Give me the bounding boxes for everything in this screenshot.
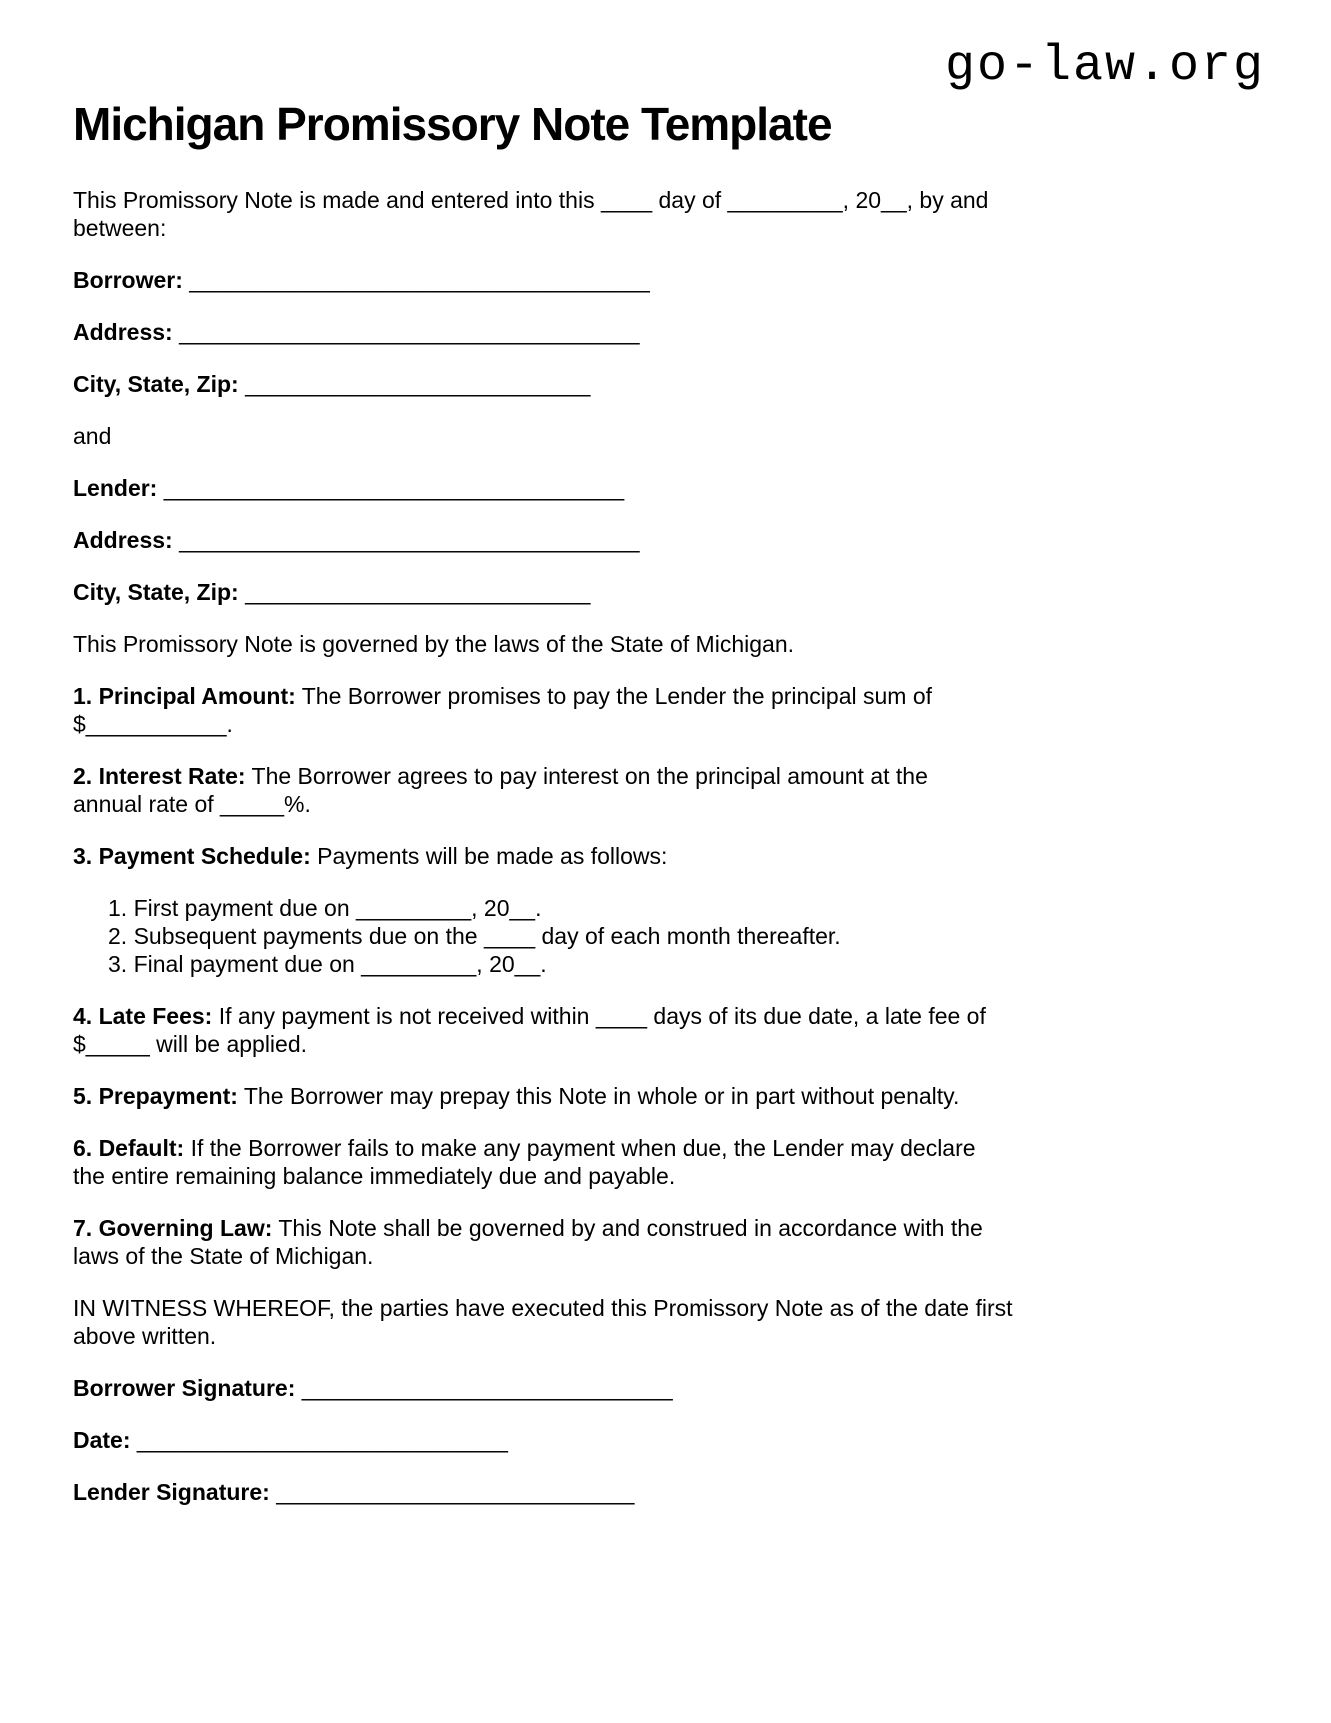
date-label: Date: bbox=[73, 1427, 131, 1453]
borrower-address-field bbox=[73, 318, 1265, 346]
borrower-address-blank: ____________________________________ bbox=[179, 319, 640, 345]
borrower-name-field bbox=[73, 266, 1265, 294]
clause-late-fees-label: 4. Late Fees: bbox=[73, 1003, 213, 1029]
intro-paragraph bbox=[73, 186, 1265, 242]
clause-principal-label: 1. Principal Amount: bbox=[73, 683, 296, 709]
clause-default-line-2: the entire remaining balance immediately due and payable. bbox=[73, 1163, 676, 1189]
clause-default bbox=[73, 1134, 1265, 1190]
lender-city-field bbox=[73, 578, 1265, 606]
schedule-item-text: First payment due on _________, 20__. bbox=[133, 895, 542, 921]
clause-prepayment-line-1 bbox=[73, 1082, 1265, 1110]
schedule-item-number: 3. bbox=[108, 951, 128, 977]
borrower-signature-field bbox=[73, 1374, 1265, 1402]
schedule-item-text: Final payment due on _________, 20__. bbox=[133, 951, 547, 977]
clause-interest-text: The Borrower agrees to pay interest on the principal amount at the bbox=[245, 763, 928, 789]
clause-schedule-label: 3. Payment Schedule: bbox=[73, 843, 311, 869]
clause-interest-label: 2. Interest Rate: bbox=[73, 763, 246, 789]
clause-interest-line-1 bbox=[73, 762, 1265, 790]
lender-address-blank: ____________________________________ bbox=[179, 527, 640, 553]
schedule-item-subsequent-payments bbox=[108, 922, 1265, 950]
lender-city-blank: ___________________________ bbox=[245, 579, 591, 605]
governing-statement: This Promissory Note is governed by the laws of the State of Michigan. bbox=[73, 631, 794, 657]
schedule-item-number: 2. bbox=[108, 923, 128, 949]
clause-schedule-line-1 bbox=[73, 842, 1265, 870]
clause-governing-law bbox=[73, 1214, 1265, 1270]
clause-interest-rate bbox=[73, 762, 1265, 818]
witness-paragraph bbox=[73, 1294, 1265, 1350]
clause-default-line-1 bbox=[73, 1134, 1265, 1162]
schedule-item-final-payment bbox=[108, 950, 1265, 978]
clause-prepayment-label: 5. Prepayment: bbox=[73, 1083, 238, 1109]
lender-signature-label: Lender Signature: bbox=[73, 1479, 270, 1505]
lender-address-field bbox=[73, 526, 1265, 554]
clause-principal-blank: $___________. bbox=[73, 711, 233, 737]
borrower-city-label: City, State, Zip: bbox=[73, 371, 239, 397]
clause-payment-schedule bbox=[73, 842, 1265, 870]
clause-schedule-text: Payments will be made as follows: bbox=[310, 843, 668, 869]
schedule-item-first-payment bbox=[108, 894, 1265, 922]
clause-prepayment bbox=[73, 1082, 1265, 1110]
intro-line-1: This Promissory Note is made and entered into this ____ day of _________, 20__, by and bbox=[73, 187, 989, 213]
schedule-item-text: Subsequent payments due on the ____ day of each month thereafter. bbox=[133, 923, 841, 949]
clause-default-label: 6. Default: bbox=[73, 1135, 185, 1161]
lender-signature-blank: ____________________________ bbox=[276, 1479, 635, 1505]
lender-name-field bbox=[73, 474, 1265, 502]
date-field bbox=[73, 1426, 1265, 1454]
borrower-signature-blank: _____________________________ bbox=[301, 1375, 673, 1401]
clause-late-fees bbox=[73, 1002, 1265, 1058]
witness-line-2: above written. bbox=[73, 1323, 217, 1349]
clause-late-fees-line-1 bbox=[73, 1002, 1265, 1030]
clause-governing-law-label: 7. Governing Law: bbox=[73, 1215, 273, 1241]
clause-governing-law-line-1 bbox=[73, 1214, 1265, 1242]
borrower-name-blank: ____________________________________ bbox=[189, 267, 650, 293]
payment-schedule-list bbox=[73, 894, 1265, 978]
intro-line-2: between: bbox=[73, 215, 167, 241]
lender-signature-field bbox=[73, 1478, 1265, 1506]
clause-principal-amount bbox=[73, 682, 1265, 738]
borrower-address-label: Address: bbox=[73, 319, 173, 345]
witness-line-1: IN WITNESS WHEREOF, the parties have executed this Promissory Note as of the date first bbox=[73, 1295, 1013, 1321]
borrower-city-field bbox=[73, 370, 1265, 398]
borrower-name-label: Borrower: bbox=[73, 267, 183, 293]
parties-conjunction: and bbox=[73, 423, 112, 449]
clause-late-fees-text: If any payment is not received within ____ days of its due date, a late fee of bbox=[212, 1003, 986, 1029]
clause-principal-line-1 bbox=[73, 682, 1265, 710]
site-logo: go-law.org bbox=[944, 38, 1265, 95]
lender-name-blank: ____________________________________ bbox=[163, 475, 625, 501]
clause-principal-text: The Borrower promises to pay the Lender the principal sum of bbox=[295, 683, 933, 709]
clause-governing-law-line-2: laws of the State of Michigan. bbox=[73, 1243, 374, 1269]
clause-default-text: If the Borrower fails to make any payment when due, the Lender may declare bbox=[184, 1135, 976, 1161]
lender-address-label: Address: bbox=[73, 527, 173, 553]
date-blank: _____________________________ bbox=[136, 1427, 508, 1453]
clause-prepayment-text: The Borrower may prepay this Note in whole or in part without penalty. bbox=[237, 1083, 960, 1109]
lender-city-label: City, State, Zip: bbox=[73, 579, 239, 605]
clause-late-fees-line-2: $_____ will be applied. bbox=[73, 1031, 308, 1057]
lender-name-label: Lender: bbox=[73, 475, 158, 501]
borrower-signature-label: Borrower Signature: bbox=[73, 1375, 296, 1401]
schedule-item-number: 1. bbox=[108, 895, 128, 921]
clause-governing-law-text: This Note shall be governed by and construed in accordance with the bbox=[272, 1215, 983, 1241]
page-title: Michigan Promissory Note Template bbox=[73, 98, 832, 150]
clause-interest-line-2: annual rate of _____%. bbox=[73, 791, 311, 817]
borrower-city-blank: ___________________________ bbox=[245, 371, 591, 397]
